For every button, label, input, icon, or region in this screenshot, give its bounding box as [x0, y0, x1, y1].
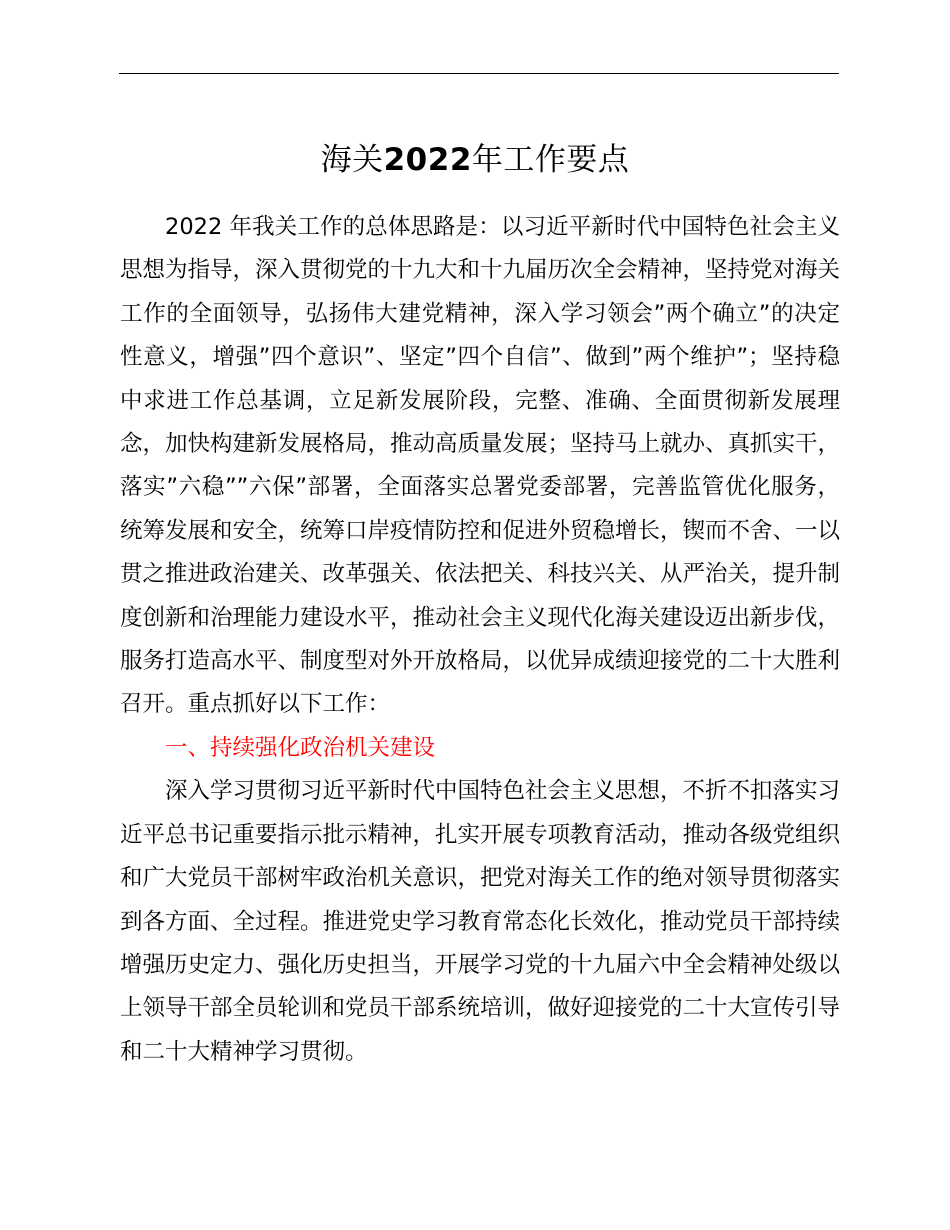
title-prefix: 海关: [320, 142, 384, 178]
document-title: [0, 138, 950, 182]
document-body: [120, 206, 840, 1074]
title-suffix: 年工作要点: [471, 142, 630, 178]
section-1-heading: 一、持续强化政治机关建设: [165, 734, 436, 761]
header-rule: [119, 73, 839, 74]
intro-paragraph: 2022 年我关工作的总体思路是：以习近平新时代中国特色社会主义思想为指导，深入贯彻党的十九大和十九届历次全会精神，坚持党对海关工作的全面领导，弘扬伟大建党精神，深入学习领会”两个确立”的决定性意义，增强”四个意识”、坚定”四个自信”、做到”两个维护”；坚持稳中求进工作总基调，立足新发展阶段，完整、准确、全面贯彻新发展理念，加快构建新发展格局，推动高质量发展；坚持马上就办、真抓实干，落实”六稳””六保”部署，全面落实总署党委部署，完善监管优化服务，统筹发展和安全，统筹口岸疫情防控和促进外贸稳增长，锲而不舍、一以贯之推进政治建关、改革强关、依法把关、科技兴关、从严治关，提升制度创新和治理能力建设水平，推动社会主义现代化海关建设迈出新步伐，服务打造高水平、制度型对外开放格局，以优异成绩迎接党的二十大胜利召开。重点抓好以下工作：: [120, 214, 841, 718]
title-year: 2022: [383, 142, 472, 178]
section-1-paragraph: 深入学习贯彻习近平新时代中国特色社会主义思想，不折不扣落实习近平总书记重要指示批示精神，扎实开展专项教育活动，推动各级党组织和广大党员干部树牢政治机关意识，把党对海关工作的绝对领导贯彻落实到各方面、全过程。推进党史学习教育常态化长效化，推动党员干部持续增强历史定力、强化历史担当，开展学习党的十九届六中全会精神处级以上领导干部全员轮训和党员干部系统培训，做好迎接党的二十大宣传引导和二十大精神学习贯彻。: [120, 778, 841, 1065]
